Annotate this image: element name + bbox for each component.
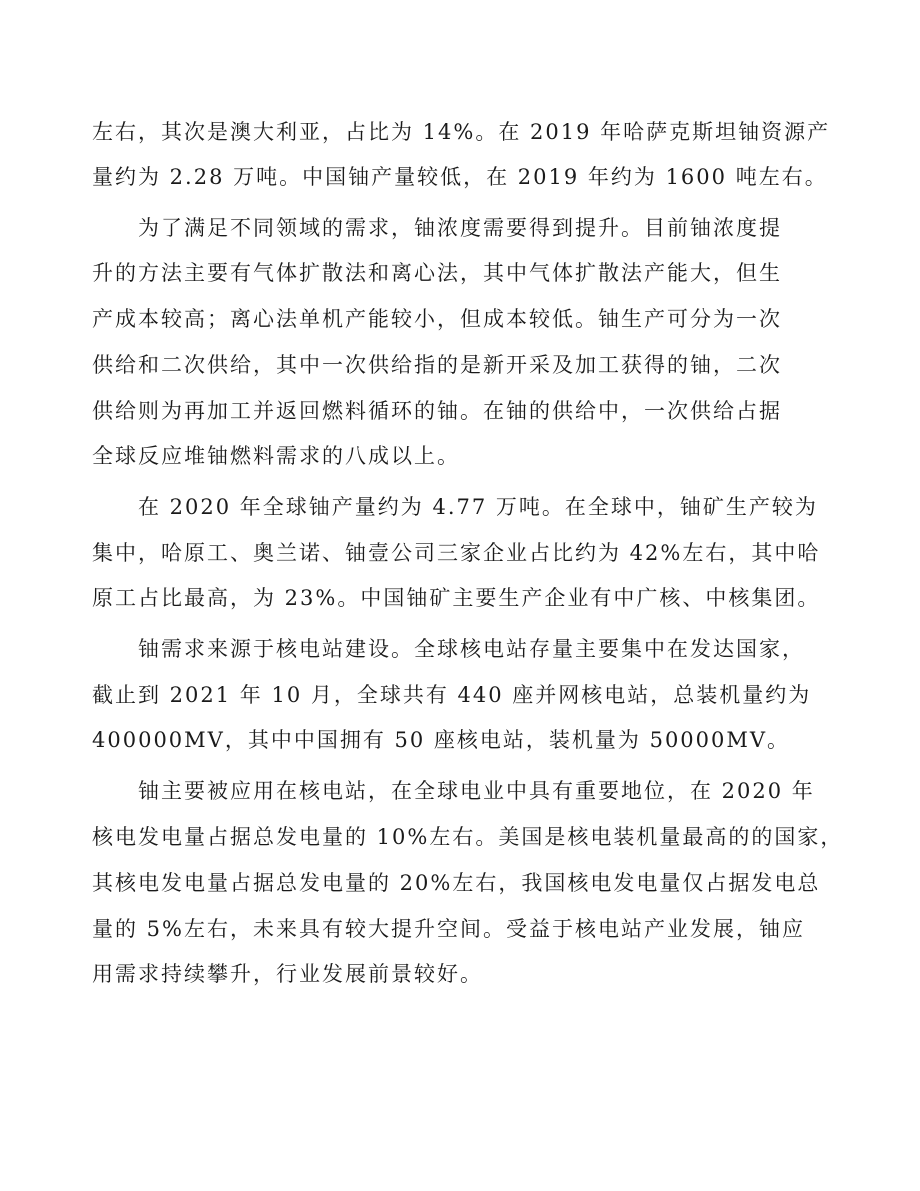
text-line: 产成本较高；离心法单机产能较小，但成本较低。铀生产可分为一次 <box>92 307 782 331</box>
text-line: 供给和二次供给，其中一次供给指的是新开采及加工获得的铀，二次 <box>92 353 782 377</box>
paragraph-start-line: 在 2020 年全球铀产量约为 4.77 万吨。在全球中，铀矿生产较为 <box>138 495 818 519</box>
text-line: 升的方法主要有气体扩散法和离心法，其中气体扩散法产能大，但生 <box>92 261 782 285</box>
text-line: 原工占比最高，为 23%。中国铀矿主要生产企业有中广核、中核集团。 <box>92 586 821 610</box>
text-line: 供给则为再加工并返回燃料循环的铀。在铀的供给中，一次供给占据 <box>92 399 782 423</box>
text-line: 截止到 2021 年 10 月，全球共有 440 座并网核电站，总装机量约为 <box>92 683 812 707</box>
text-line: 400000MV，其中中国拥有 50 座核电站，装机量为 50000MV。 <box>92 728 791 752</box>
text-line: 核电发电量占据总发电量的 10%左右。美国是核电装机量最高的的国家， <box>92 825 844 849</box>
paragraph-start-line: 铀主要被应用在核电站，在全球电业中具有重要地位，在 2020 年 <box>138 779 815 803</box>
paragraph-start-line: 铀需求来源于核电站建设。全球核电站存量主要集中在发达国家， <box>138 637 805 661</box>
text-line: 左右，其次是澳大利亚，占比为 14%。在 2019 年哈萨克斯坦铀资源产 <box>92 120 831 144</box>
text-line: 全球反应堆铀燃料需求的八成以上。 <box>92 444 460 468</box>
text-line: 量的 5%左右，未来具有较大提升空间。受益于核电站产业发展，铀应 <box>92 917 805 941</box>
paragraph-start-line: 为了满足不同领域的需求，铀浓度需要得到提升。目前铀浓度提 <box>138 216 782 240</box>
text-line: 用需求持续攀升，行业发展前景较好。 <box>92 962 483 986</box>
text-line: 集中，哈原工、奥兰诺、铀壹公司三家企业占比约为 42%左右，其中哈 <box>92 541 821 565</box>
text-line: 量约为 2.28 万吨。中国铀产量较低，在 2019 年约为 1600 吨左右。 <box>92 165 828 189</box>
text-line: 其核电发电量占据总发电量的 20%左右，我国核电发电量仅占据发电总 <box>92 871 821 895</box>
